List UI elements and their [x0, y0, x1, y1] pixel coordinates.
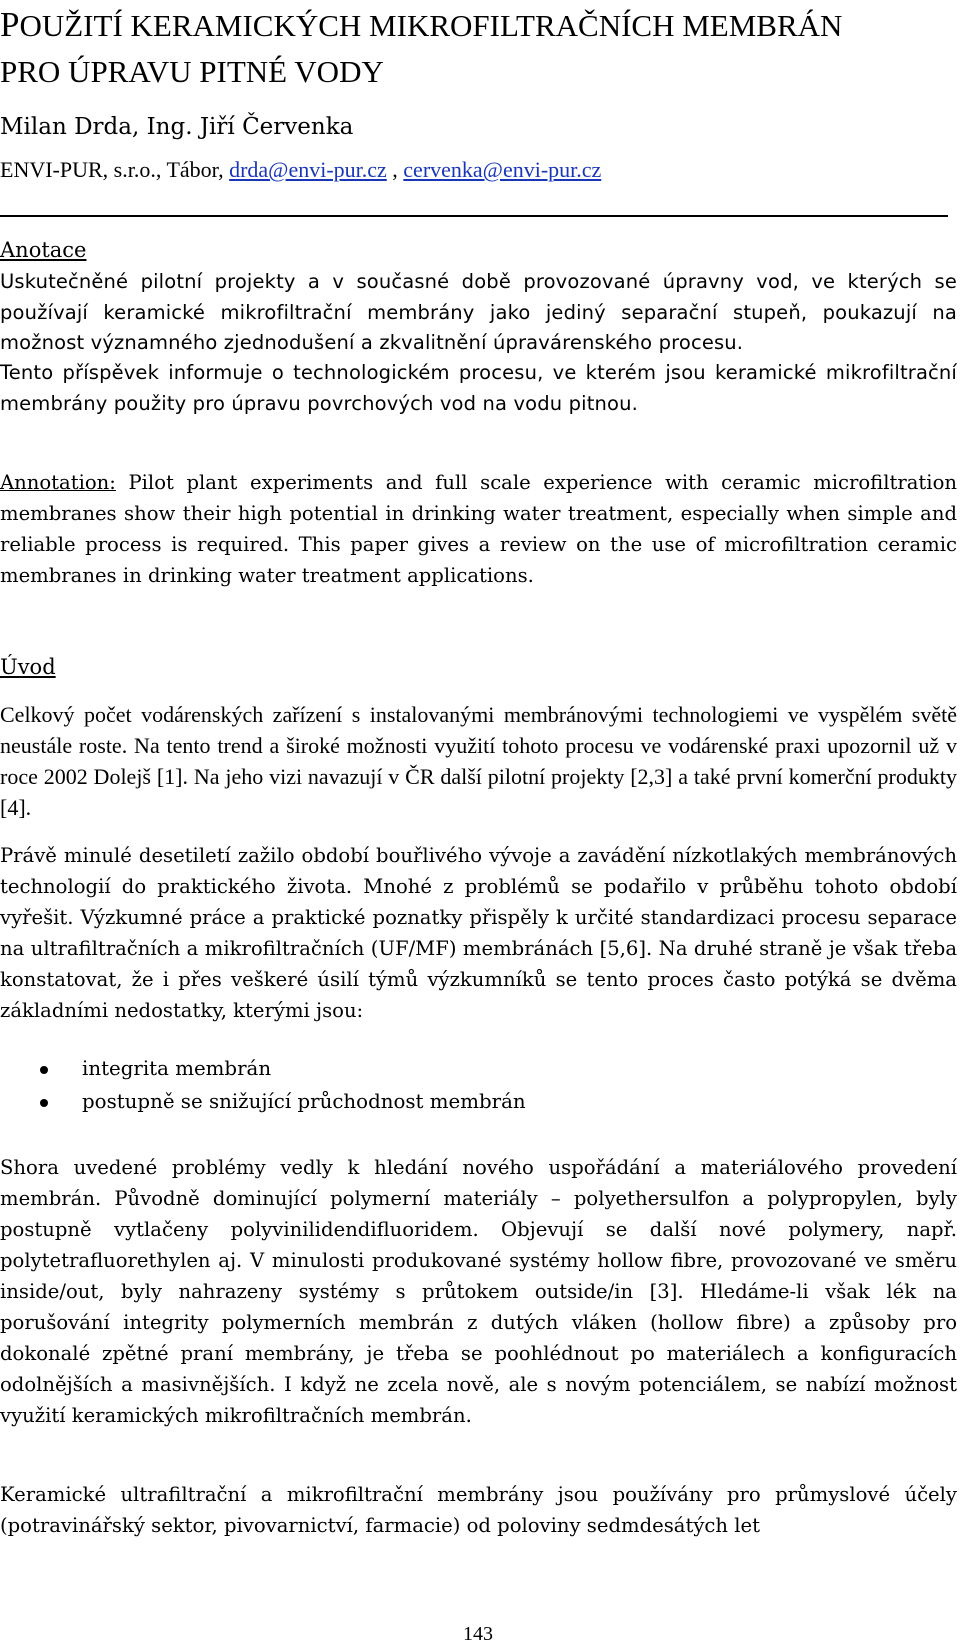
- uvod-paragraph-2: Právě minulé desetiletí zažilo období bouřlivého vývoje a zavádění nízkotlakých membránových technologií do praktického života. Mnohé z problémů se podařilo v průběhu tohoto období vyřešit. Výzkumné práce a praktické poznatky přispěly k určité standardizaci procesu separace na ultrafiltračních a mikrofiltračních (UF/MF) membránách [5,6]. Na druhé straně je však třeba konstatovat, že i přes veškeré úsilí týmů výzkumníků se tento proces často potýká se dvěma základními nedostatky, kterými jsou:: [0, 844, 957, 1022]
- affiliation: [0, 155, 601, 185]
- anotace-paragraph-2: Tento příspěvek informuje o technologickém procesu, ve kterém jsou keramické mikrofiltrační membrány použity pro úpravu povrchových vod na vodu pitnou.: [0, 361, 957, 415]
- list-item-text: postupně se snižující průchodnost membrán: [82, 1090, 526, 1113]
- annotation-label: Annotation:: [0, 471, 116, 494]
- page-number: 143: [463, 1623, 493, 1645]
- title-line2: PRO ÚPRAVU PITNÉ VODY: [0, 54, 384, 89]
- list-item-text: integrita membrán: [82, 1057, 272, 1080]
- list-item: [0, 1085, 526, 1118]
- title-initial: P: [0, 5, 20, 44]
- section-heading-anotace: Anotace: [0, 238, 87, 262]
- uvod-paragraph-3: Shora uvedené problémy vedly k hledání nového uspořádání a materiálového provedení membrán. Původně dominující polymerní materiály – polyethersulfon a polypropylen, byly postupně vytlačeny polyvinilidendifluoridem. Objevují se další nové polymery, např. polytetrafluorethylen aj. V minulosti produkované systémy hollow fibre, provozované ve směru inside/out, byly nahrazeny systémy s průtokem outside/in [3]. Hledáme-li však lék na porušování integrity polymerních membrán z dutých vláken (hollow fibre) a způsoby pro dokonalé zpětné praní membrány, je třeba se poohlédnout po materiálech a konfiguracích odolnějších a masivnějších. I když ne zcela nově, ale s novým potenciálem, se nabízí možnost využití keramických mikrofiltračních membrán.: [0, 1156, 957, 1427]
- bullet-list: [0, 1052, 526, 1118]
- email-link-cervenka[interactable]: cervenka@envi-pur.cz: [403, 157, 602, 182]
- paper-title: [0, 2, 960, 95]
- email-link-drda[interactable]: drda@envi-pur.cz: [229, 157, 387, 182]
- uvod-paragraph-4: Keramické ultrafiltrační a mikrofiltrační membrány jsou používány pro průmyslové účely (potravinářský sektor, pivovarnictví, farmacie) od poloviny sedmdesátých let: [0, 1483, 957, 1537]
- anotace-paragraph-1: Uskutečněné pilotní projekty a v současné době provozované úpravny vod, ve kterých se používají keramické mikrofiltrační membrány jako jediný separační stupeň, poukazují na možnost významného zjednodušení a zkvalitnění úpravárenského procesu.: [0, 270, 957, 355]
- affiliation-text: ENVI-PUR, s.r.o., Tábor,: [0, 157, 230, 182]
- section-heading-uvod: Úvod: [0, 655, 56, 679]
- list-item: [0, 1052, 526, 1085]
- title-line1-rest: OUŽITÍ KERAMICKÝCH MIKROFILTRAČNÍCH MEMBRÁN: [19, 8, 843, 43]
- bullet-icon: [40, 1099, 48, 1107]
- email-separator: ,: [386, 157, 404, 182]
- header-divider: [0, 215, 948, 217]
- uvod-paragraph-1: Celkový počet vodárenských zařízení s instalovanými membránovými technologiemi ve vyspělém světě neustále roste. Na tento trend a široké možnosti využití tohoto procesu ve vodárenské praxi upozornil už v roce 2002 Dolejš [1]. Na jeho vizi navazují v ČR další pilotní projekty [2,3] a také první komerční produkty [4].: [0, 702, 957, 820]
- annotation-paragraph: [0, 467, 957, 591]
- bullet-icon: [40, 1066, 48, 1074]
- authors: Milan Drda, Ing. Jiří Červenka: [0, 114, 354, 140]
- annotation-text: Pilot plant experiments and full scale experience with ceramic microfiltration membranes show their high potential in drinking water treatment, especially when simple and reliable process is required. This paper gives a review on the use of microfiltration ceramic membranes in drinking water treatment applications.: [0, 471, 957, 587]
